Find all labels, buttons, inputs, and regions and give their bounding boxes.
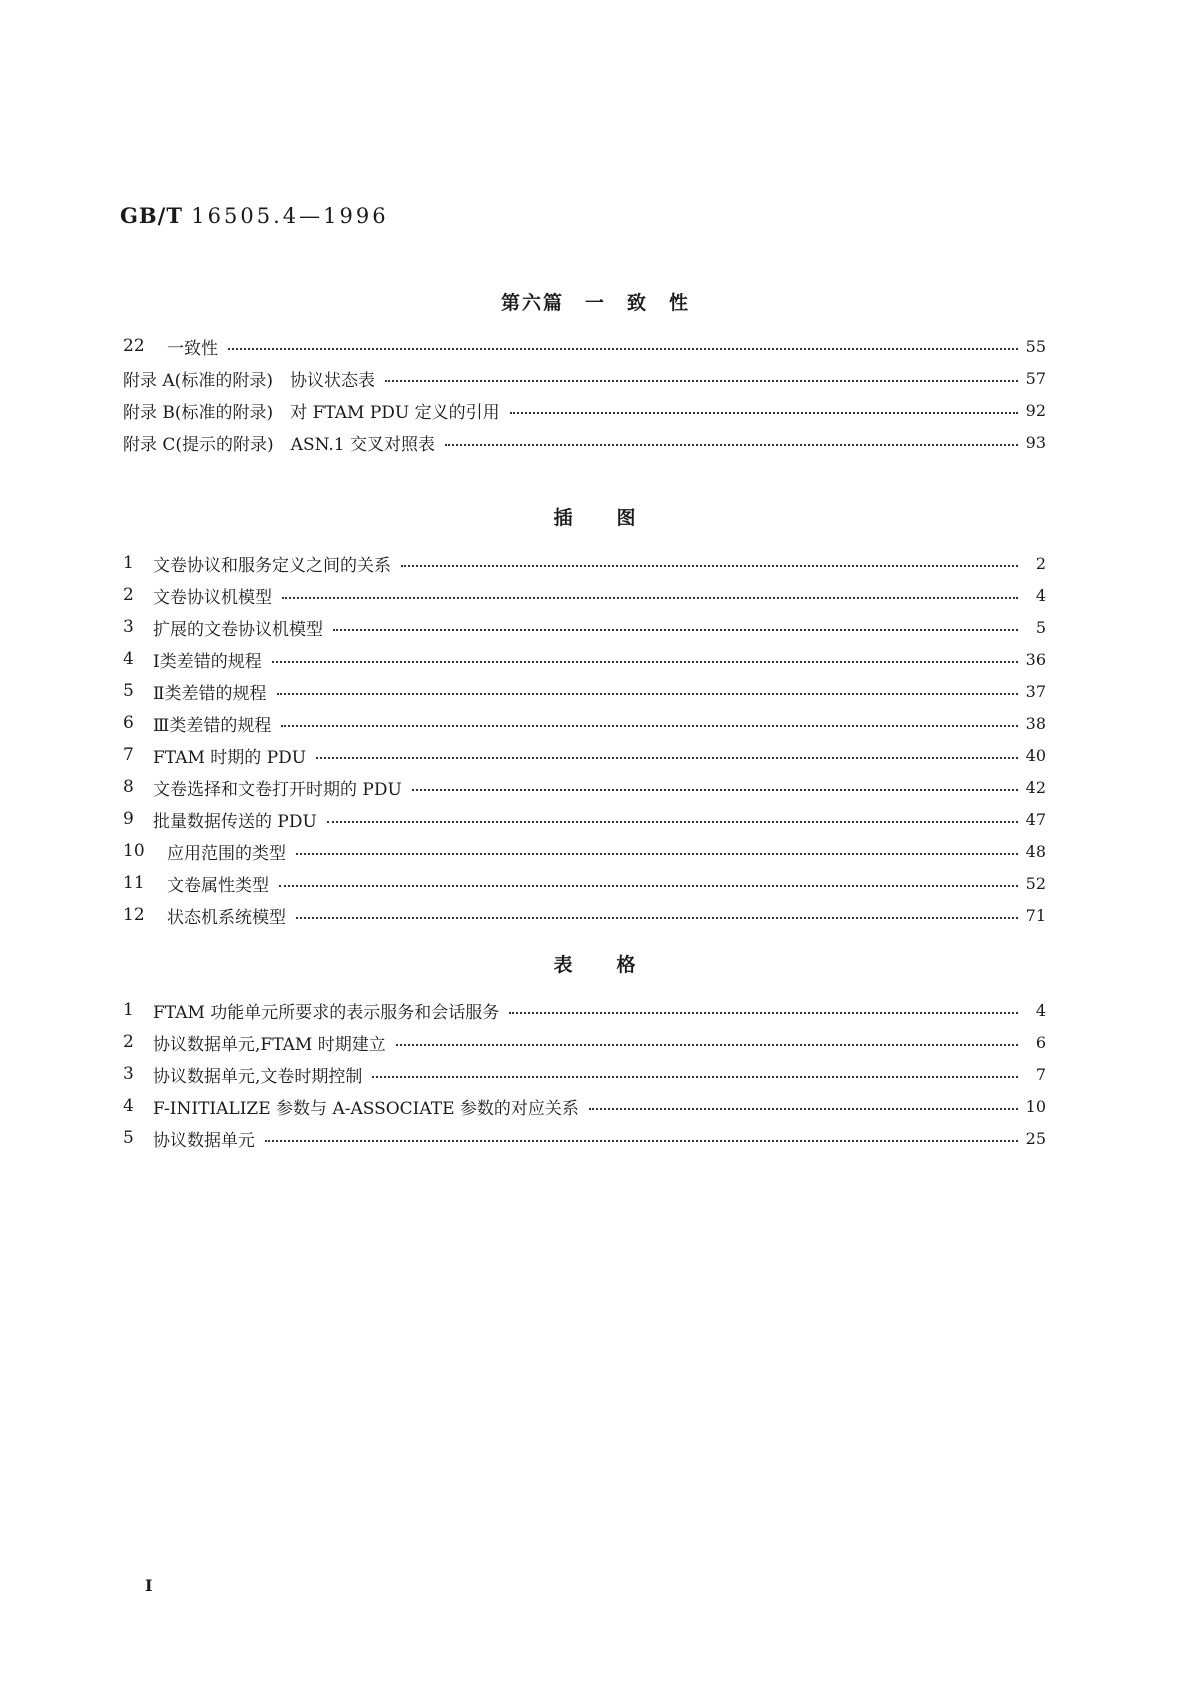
toc-row[interactable] xyxy=(123,611,1046,643)
toc-page: 55 xyxy=(1025,336,1046,356)
dot-leader xyxy=(296,853,1018,855)
toc-page: 47 xyxy=(1025,809,1046,829)
toc-number: 3 xyxy=(123,1064,134,1084)
dot-leader xyxy=(279,885,1018,887)
toc-row[interactable] xyxy=(123,771,1046,803)
dot-leader xyxy=(396,1044,1018,1046)
toc-row[interactable] xyxy=(123,579,1046,611)
toc-title: 文卷协议和服务定义之间的关系 xyxy=(153,555,391,576)
toc-page: 5 xyxy=(1035,617,1046,637)
toc-title: 扩展的文卷协议机模型 xyxy=(153,619,323,640)
dot-leader xyxy=(510,412,1018,414)
toc-row[interactable] xyxy=(123,643,1046,675)
dot-leader xyxy=(589,1108,1018,1110)
toc-title: 文卷选择和文卷打开时期的 PDU xyxy=(153,779,402,800)
part6-list xyxy=(123,330,1046,458)
dot-leader xyxy=(272,661,1018,663)
toc-title: 协议数据单元,文卷时期控制 xyxy=(153,1066,363,1087)
toc-page: 40 xyxy=(1025,745,1046,765)
toc-number: 9 xyxy=(123,809,134,829)
part6-title: 第六篇 一 致 性 xyxy=(500,292,690,314)
toc-page: 38 xyxy=(1025,713,1046,733)
dot-leader xyxy=(282,597,1018,599)
dot-leader xyxy=(277,693,1018,695)
toc-title: 文卷协议机模型 xyxy=(153,587,272,608)
toc-title: 应用范围的类型 xyxy=(167,843,286,864)
toc-number: 3 xyxy=(123,617,134,637)
toc-title: 附录 A(标准的附录) 协议状态表 xyxy=(123,370,375,391)
toc-page: 6 xyxy=(1035,1032,1046,1052)
toc-number: 2 xyxy=(123,1032,134,1052)
toc-row[interactable] xyxy=(123,899,1046,931)
toc-number: 4 xyxy=(123,1096,134,1116)
toc-row[interactable] xyxy=(123,994,1046,1026)
toc-number: 1 xyxy=(123,1000,134,1020)
toc-title: FTAM 时期的 PDU xyxy=(153,747,307,768)
toc-row[interactable] xyxy=(123,1058,1046,1090)
toc-page: 57 xyxy=(1025,368,1046,388)
toc-page: 7 xyxy=(1035,1064,1046,1084)
toc-title: FTAM 功能单元所要求的表示服务和会话服务 xyxy=(153,1002,500,1023)
tables-title: 表 格 xyxy=(553,954,638,976)
dot-leader xyxy=(412,789,1018,791)
dot-leader xyxy=(333,629,1018,631)
toc-number: 8 xyxy=(123,777,134,797)
toc-title: Ⅲ类差错的规程 xyxy=(153,715,272,736)
tables-list xyxy=(123,994,1046,1154)
standard-code: 16505.4—1996 xyxy=(191,204,389,228)
figures-list xyxy=(123,547,1046,931)
toc-page: 42 xyxy=(1025,777,1046,797)
toc-page: 10 xyxy=(1025,1096,1046,1116)
toc-number: 2 xyxy=(123,585,134,605)
standard-prefix: GB/T xyxy=(120,203,183,228)
toc-row[interactable] xyxy=(123,426,1046,458)
toc-page: 52 xyxy=(1025,873,1046,893)
toc-page: 36 xyxy=(1025,649,1046,669)
standard-number xyxy=(120,203,389,228)
toc-page: 93 xyxy=(1025,432,1046,452)
toc-number: 7 xyxy=(123,745,134,765)
toc-number: 1 xyxy=(123,553,134,573)
toc-row[interactable] xyxy=(123,707,1046,739)
toc-row[interactable] xyxy=(123,547,1046,579)
toc-row[interactable] xyxy=(123,739,1046,771)
page-number: Ⅰ xyxy=(145,1576,153,1595)
toc-row[interactable] xyxy=(123,394,1046,426)
toc-page: 4 xyxy=(1035,1000,1046,1020)
toc-number: 5 xyxy=(123,681,134,701)
dot-leader xyxy=(509,1012,1018,1014)
toc-title: 状态机系统模型 xyxy=(167,907,286,928)
toc-row[interactable] xyxy=(123,1090,1046,1122)
dot-leader xyxy=(265,1140,1018,1142)
toc-row[interactable] xyxy=(123,835,1046,867)
toc-title: 附录 B(标准的附录) 对 FTAM PDU 定义的引用 xyxy=(123,402,500,423)
dot-leader xyxy=(228,348,1018,350)
figures-title: 插 图 xyxy=(553,507,638,529)
toc-page: 92 xyxy=(1025,400,1046,420)
toc-page: 25 xyxy=(1025,1128,1046,1148)
toc-row[interactable] xyxy=(123,675,1046,707)
toc-row[interactable] xyxy=(123,330,1046,362)
dot-leader xyxy=(316,757,1018,759)
toc-number: 5 xyxy=(123,1128,134,1148)
toc-number: 22 xyxy=(123,336,145,356)
toc-title: 附录 C(提示的附录) ASN.1 交叉对照表 xyxy=(123,434,436,455)
toc-title: F-INITIALIZE 参数与 A-ASSOCIATE 参数的对应关系 xyxy=(153,1098,579,1119)
dot-leader xyxy=(281,725,1017,727)
toc-row[interactable] xyxy=(123,803,1046,835)
toc-number: 6 xyxy=(123,713,134,733)
toc-title: 文卷属性类型 xyxy=(167,875,269,896)
toc-page: 37 xyxy=(1025,681,1046,701)
dot-leader xyxy=(401,565,1018,567)
dot-leader xyxy=(445,444,1018,446)
toc-number: 12 xyxy=(123,905,145,925)
toc-page: 71 xyxy=(1025,905,1046,925)
toc-title: 协议数据单元 xyxy=(153,1130,255,1151)
toc-title: Ⅰ类差错的规程 xyxy=(153,651,262,672)
toc-page: 2 xyxy=(1035,553,1046,573)
toc-number: 4 xyxy=(123,649,134,669)
toc-title: 一致性 xyxy=(167,338,218,359)
dot-leader xyxy=(385,380,1018,382)
toc-row[interactable] xyxy=(123,867,1046,899)
toc-row[interactable] xyxy=(123,362,1046,394)
toc-row[interactable] xyxy=(123,1122,1046,1154)
toc-title: 协议数据单元,FTAM 时期建立 xyxy=(153,1034,386,1055)
toc-number: 11 xyxy=(123,873,145,893)
toc-number: 10 xyxy=(123,841,145,861)
toc-page: 48 xyxy=(1025,841,1046,861)
dot-leader xyxy=(327,821,1018,823)
toc-page: 4 xyxy=(1035,585,1046,605)
dot-leader xyxy=(296,917,1018,919)
toc-title: Ⅱ类差错的规程 xyxy=(153,683,267,704)
toc-row[interactable] xyxy=(123,1026,1046,1058)
toc-title: 批量数据传送的 PDU xyxy=(153,811,317,832)
dot-leader xyxy=(372,1076,1018,1078)
